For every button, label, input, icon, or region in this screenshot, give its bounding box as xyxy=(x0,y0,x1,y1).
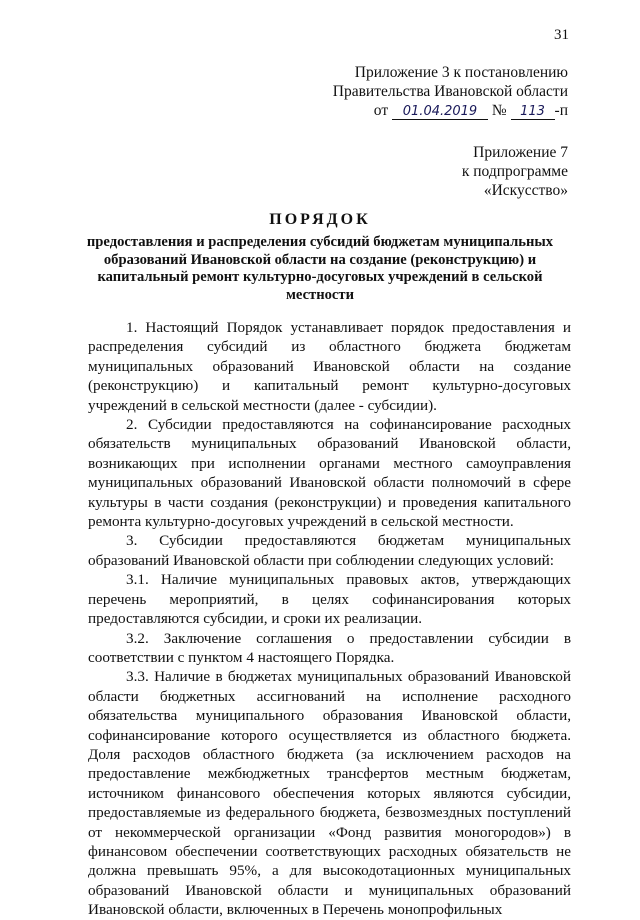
paragraph-3: 3. Субсидии предоставляются бюджетам муниципальных образований Ивановской области при соблюдении следующих условий: xyxy=(88,532,571,569)
paragraph-2: 2. Субсидии предоставляются на софинансирование расходных обязательств муниципальных образований Ивановской области, возникающих при исполнении органами местного самоуправления муниципальных образований Ивановской области полномочий в сфере культуры в части создания (реконструкции) и проведения капитального ремонта культурно-досуговых учреждений в сельской местности. xyxy=(88,416,571,531)
resolution-date: 01.04.2019 xyxy=(392,105,488,120)
paragraph-1: 1. Настоящий Порядок устанавливает порядок предоставления и распределения субсидий из областного бюджета бюджетам муниципальных образований Ивановской области на создание (реконструкцию) и капитальный ремонт культурно-досуговых учреждений в сельской местности (далее - субсидии). xyxy=(88,319,571,414)
appendix-7-header xyxy=(328,143,568,200)
from-label: от xyxy=(373,102,389,119)
appendix-3-date-line xyxy=(308,101,568,120)
appendix-3-line2: Правительства Ивановской области xyxy=(332,83,568,100)
number-label: № xyxy=(491,102,507,119)
appendix-7-line1: Приложение 7 xyxy=(473,144,568,161)
paragraph-3-1: 3.1. Наличие муниципальных правовых актов, утверждающих перечень мероприятий, в целях софинансирования которых предоставляются субсидии, и сроки их реализации. xyxy=(88,571,571,628)
paragraph-3-2: 3.2. Заключение соглашения о предоставлении субсидии в соответствии с пунктом 4 настоящего Порядка. xyxy=(88,629,571,666)
appendix-7-line2: к подпрограмме xyxy=(461,163,568,180)
document-title: ПОРЯДОК xyxy=(269,211,371,228)
appendix-7-line3: «Искусство» xyxy=(483,182,568,199)
page-number: 31 xyxy=(554,27,569,43)
appendix-3-header xyxy=(308,63,568,120)
appendix-3-line1: Приложение 3 к постановлению xyxy=(354,64,568,81)
document-subtitle: предоставления и распределения субсидий бюджетам муниципальных образований Ивановской области на создание (реконструкцию) и капитальный ремонт культурно-досуговых учреждений в сельской местности xyxy=(86,234,554,303)
paragraph-3-3: 3.3. Наличие в бюджетах муниципальных образований Ивановской области бюджетных ассигнований на исполнение расходного обязательства муниципального образования Ивановской области, софинансирование которого осуществляется из областного бюджета. Доля расходов областного бюджета (за исключением расходов на предоставление межбюджетных трансфертов местным бюджетам, источником финансового обеспечения которых являются субсидии, предоставляемые из федерального бюджета, безвозмездных поступлений от некоммерческой организации «Фонд развития моногородов») в финансовом обеспечении соответствующих расходных обязательств не должна превышать 95%, а для высокодотационных муниципальных образований Ивановской области и муниципальных образований Ивановской области, включенных в Перечень монопрофильных xyxy=(88,668,571,919)
number-suffix: -п xyxy=(554,102,568,119)
document-body xyxy=(88,318,571,920)
resolution-number: 113 xyxy=(511,105,555,120)
